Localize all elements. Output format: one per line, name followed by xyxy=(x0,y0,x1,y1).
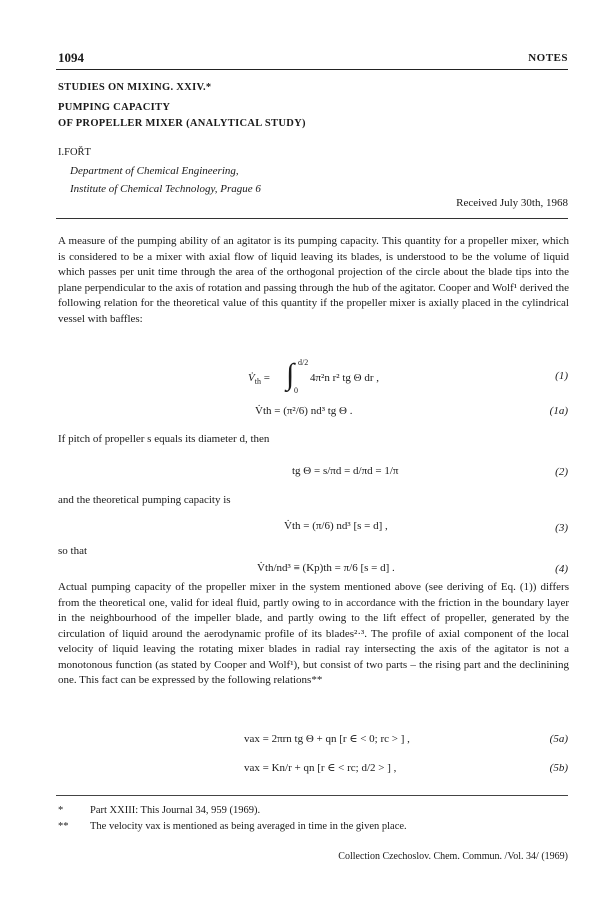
paragraph-actual-capacity: Actual pumping capacity of the propeller mixer in the system mentioned above (see deriving of Eq. (1)) differs from the theoretical one, valid for ideal fluid, partly owing to in accordance with the friction in the boundary layer in the neighbourhood of the impeller blade, and partly owing to the lift effect of propeller, generated by the circulation of liquid around the aerodynamic profile of its blades²·³. The profile of axial component of the local velocity of liquid leaving the rotating mixer blades in radial ray intersecting the axis of the agitator is not a monotonous function (as stated by Cooper and Wolf¹), but consist of two parts – the rising part and the declinining one. This fact can be expressed by the following relations** xyxy=(58,581,569,686)
footnote-divider xyxy=(56,795,568,796)
affiliation-line1: Department of Chemical Engineering, xyxy=(70,165,239,177)
section-label: NOTES xyxy=(528,52,568,64)
equation-2: tg Θ = s/πd = d/πd = 1/π xyxy=(292,465,399,477)
paragraph-theoretical: and the theoretical pumping capacity is xyxy=(58,494,231,506)
paragraph-pitch: If pitch of propeller s equals its diameter d, then xyxy=(58,433,270,445)
page-number: 1094 xyxy=(58,50,84,65)
paragraph-intro: A measure of the pumping ability of an agitator is its pumping capacity. This quantity for a propeller mixer, which is considered to be a mixer with axial flow of liquid leaving its blades, is understood to be the volume of liquid which passes per unit time through the area of the orthogonal projection of the circle about the blade tips into the plane perpendicular to the axis of rotation and passing through the hub of the agitator. Cooper and Wolf¹ derived the following relation for the theoretical value of this quantity if the propeller mixer is axially placed in the cylindrical vessel with baffles: xyxy=(58,235,569,325)
footnote-1-mark: * xyxy=(58,805,64,816)
equation-3-number: (3) xyxy=(555,522,568,534)
abstract-divider xyxy=(56,218,568,219)
equation-5b: vax = Kn/r + qn [r ∈ < rc; d/2 > ] , xyxy=(244,762,397,774)
footnote-1 xyxy=(58,805,260,816)
integral-sign: ∫ xyxy=(286,358,295,391)
affiliation-line2: Institute of Chemical Technology, Prague 6 xyxy=(70,183,261,195)
equation-2-number: (2) xyxy=(555,466,568,478)
equation-5a: vax = 2πrn tg Θ + qn [r ∈ < 0; rc > ] , xyxy=(244,733,410,745)
paragraph-so-that: so that xyxy=(58,545,88,557)
author-name: I.FOŘT xyxy=(58,147,91,158)
journal-footer: Collection Czechoslov. Chem. Commun. /Vol. 34/ (1969) xyxy=(338,851,568,862)
header-divider xyxy=(56,69,568,70)
integral-upper-limit: d/2 xyxy=(298,358,309,367)
footnote-2 xyxy=(58,821,407,832)
footnote-2-text: The velocity vax is mentioned as being averaged in time in the given place. xyxy=(90,821,407,832)
integral-lower-limit: 0 xyxy=(294,386,298,395)
integrand: 4π²n r² tg Θ dr , xyxy=(310,372,379,384)
equation-5b-number: (5b) xyxy=(549,762,568,774)
article-title-line1: PUMPING CAPACITY xyxy=(58,102,171,113)
equation-3: V̇th = (π/6) nd³ [s = d] , xyxy=(284,520,388,532)
equation-4: V̇th/nd³ ≡ (Kp)th = π/6 [s = d] . xyxy=(257,562,395,574)
equation-1a: V̇th = (π²/6) nd³ tg Θ . xyxy=(255,405,353,417)
equation-1a-number: (1a) xyxy=(549,405,568,417)
footnote-1-text: Part XXIII: This Journal 34, 959 (1969). xyxy=(90,805,261,816)
footnote-2-mark: ** xyxy=(58,821,69,832)
received-date: Received July 30th, 1968 xyxy=(456,197,568,209)
equation-1-number: (1) xyxy=(555,370,568,382)
equation-5a-number: (5a) xyxy=(549,733,568,745)
equation-4-number: (4) xyxy=(555,563,568,575)
series-title: STUDIES ON MIXING. XXIV.* xyxy=(58,82,212,93)
article-title-line2: OF PROPELLER MIXER (ANALYTICAL STUDY) xyxy=(58,118,306,129)
